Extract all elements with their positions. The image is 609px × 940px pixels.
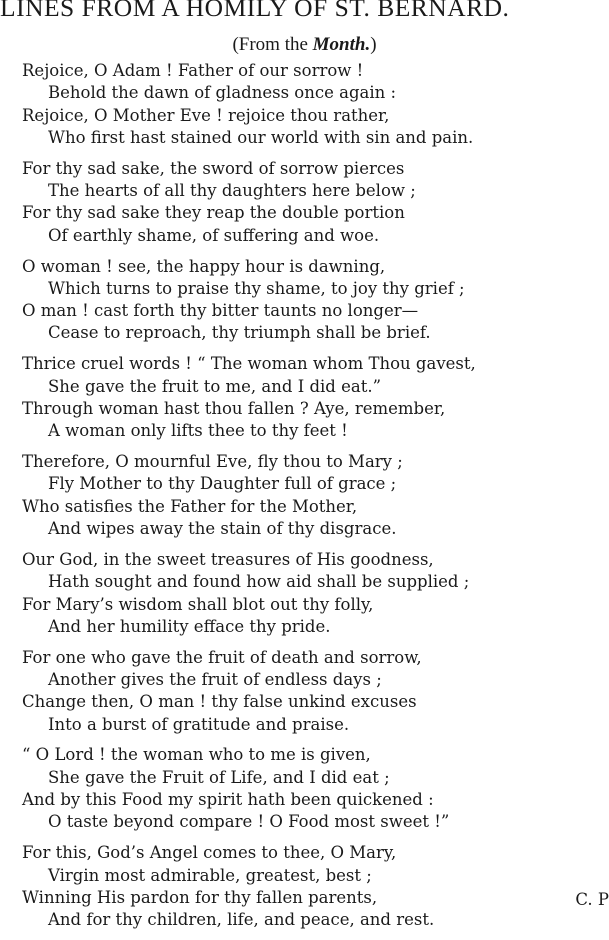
- stanza: [22, 842, 607, 931]
- poem-line: Virgin most admirable, greatest, best ;: [48, 865, 372, 885]
- stanza: [22, 549, 607, 638]
- stanza: [22, 744, 607, 833]
- poem-line: And by this Food my spirit hath been quickened :: [22, 790, 434, 810]
- poem-line: And wipes away the stain of thy disgrace.: [48, 519, 397, 539]
- poem-line: She gave the Fruit of Life, and I did eat ;: [48, 767, 390, 787]
- poem-line: For one who gave the fruit of death and sorrow,: [22, 647, 422, 667]
- stanza: [22, 353, 607, 442]
- poem-line: Cease to reproach, thy triumph shall be brief.: [48, 323, 431, 343]
- poem-line: Thrice cruel words ! “ The woman whom Thou gavest,: [22, 354, 476, 374]
- stanza: [22, 158, 607, 247]
- poem-line: Winning His pardon for thy fallen parents,: [22, 887, 378, 907]
- stanza: [22, 60, 607, 149]
- poem-line: Hath sought and found how aid shall be supplied ;: [48, 572, 470, 592]
- poem-line: Which turns to praise thy shame, to joy thy grief ;: [48, 278, 465, 298]
- poem-line: Who satisfies the Father for the Mother,: [22, 496, 358, 516]
- poem-line: O taste beyond compare ! O Food most sweet !”: [48, 812, 450, 832]
- poem-line: And for thy children, life, and peace, and rest.: [48, 910, 435, 930]
- poem-line: Behold the dawn of gladness once again :: [48, 83, 397, 103]
- poem-line: And her humility efface thy pride.: [48, 616, 331, 636]
- source-name: Month.: [312, 34, 371, 55]
- poem-line: “ O Lord ! the woman who to me is given,: [22, 745, 371, 765]
- poem-line: The hearts of all thy daughters here below ;: [48, 181, 416, 201]
- poem-line: Change then, O man ! thy false unkind excuses: [22, 692, 417, 712]
- source-suffix: ): [370, 34, 377, 55]
- poem-line: Our God, in the sweet treasures of His goodness,: [22, 549, 434, 569]
- poem-line: Fly Mother to thy Daughter full of grace ;: [48, 474, 397, 494]
- poem-line: O woman ! see, the happy hour is dawning,: [22, 256, 386, 276]
- stanza: [22, 647, 607, 736]
- stanza: [22, 256, 607, 345]
- source-prefix: (From the: [232, 34, 313, 55]
- poem-line: O man ! cast forth thy bitter taunts no longer—: [22, 301, 419, 321]
- stanza: [22, 451, 607, 540]
- poem-line: For this, God’s Angel comes to thee, O Mary,: [22, 843, 397, 863]
- poem-line: Who first hast stained our world with sin and pain.: [48, 127, 474, 147]
- poem-title: LINES FROM A HOMILY OF ST. BERNARD.: [0, 0, 510, 22]
- poem-line: Rejoice, O Mother Eve ! rejoice thou rather,: [22, 105, 390, 125]
- poem-line: Rejoice, O Adam ! Father of our sorrow !: [22, 61, 364, 80]
- poem-body: [22, 60, 607, 940]
- poem-line: Therefore, O mournful Eve, fly thou to Mary ;: [22, 452, 403, 472]
- poem-line: For thy sad sake, the sword of sorrow pierces: [22, 158, 405, 178]
- poem-line: Another gives the fruit of endless days ;: [48, 669, 382, 689]
- poem-line: A woman only lifts thee to thy feet !: [48, 421, 348, 441]
- author-signature: C. P: [575, 890, 609, 909]
- poem-line: Of earthly shame, of suffering and woe.: [48, 225, 380, 245]
- poem-line: She gave the fruit to me, and I did eat.”: [48, 376, 382, 396]
- poem-line: For thy sad sake they reap the double portion: [22, 203, 405, 223]
- poem-line: Into a burst of gratitude and praise.: [48, 714, 350, 734]
- poem-line: Through woman hast thou fallen ? Aye, remember,: [22, 398, 446, 418]
- poem-line: For Mary’s wisdom shall blot out thy folly,: [22, 594, 374, 614]
- poem-source: [0, 33, 609, 57]
